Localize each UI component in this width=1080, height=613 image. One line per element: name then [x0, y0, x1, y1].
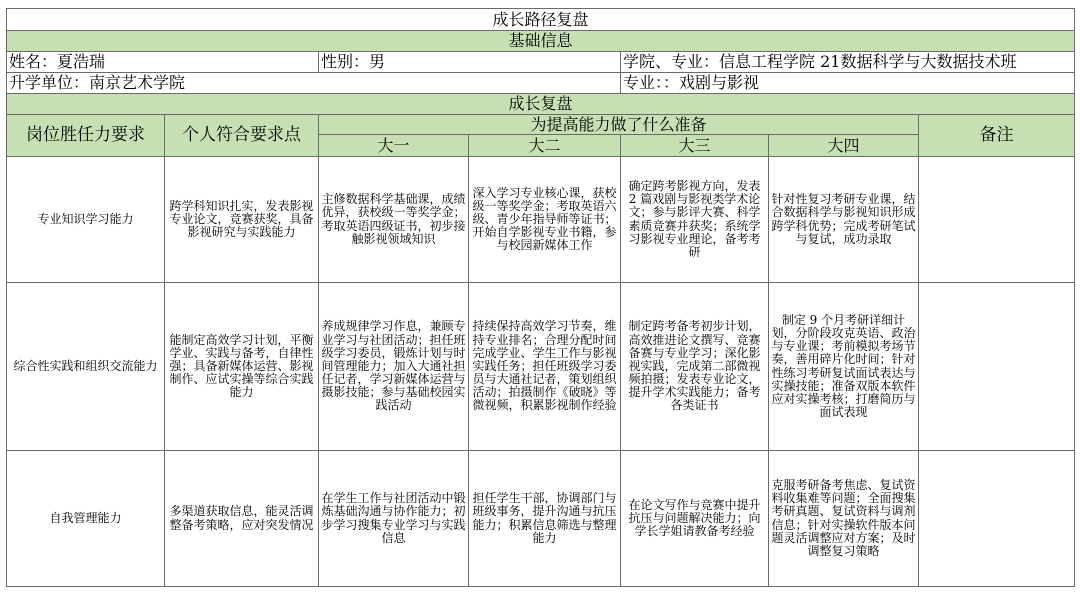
- row-year-2: 持续保持高效学习节奏，维持专业排名；合理分配时间完成学业、学生工作与影视实践任务；担任班级学习委员与大通社记者，策划组织活动；拍摄制作《破晓》等微视频，积累影视制作经验: [469, 283, 621, 451]
- row-year-3: 确定跨考影视方向，发表 2 篇戏剧与影视类学术论文；参与影评大赛、科学素质竞赛并获奖；系统学习影视专业理论，备考考研: [621, 157, 769, 283]
- row-ability: 综合性实践和组织交流能力: [7, 283, 165, 451]
- table-row: [7, 157, 1075, 283]
- row-ability: 自我管理能力: [7, 451, 165, 587]
- row-personal: 能制定高效学习计划，平衡学业、实践与备考，自律性强；具备新媒体运营、影视制作、应试实操等综合实践能力: [165, 283, 319, 451]
- header-preparation: 为提高能力做了什么准备: [319, 115, 919, 135]
- row-year-3: 制定跨考备考初步计划，高效推进论文撰写、竞赛备赛与专业学习；深化影视实践，完成第二部微视频拍摄；发表专业论文，提升学术实践能力；备考各类证书: [621, 283, 769, 451]
- target-school: 升学单位：南京艺术学院: [7, 73, 621, 94]
- header-year-3: 大三: [621, 135, 769, 157]
- row-year-4: 针对性复习考研专业课，结合数据科学与影视知识形成跨学科优势；完成考研笔试与复试，成功录取: [769, 157, 919, 283]
- row-year-2: 深入学习专业核心课，获校级一等奖学金；考取英语六级、青少年指导师等证书；开始自学影视专业书籍，参与校园新媒体工作: [469, 157, 621, 283]
- college-major: 学院、专业：信息工程学院 21数据科学与大数据技术班: [621, 52, 1075, 73]
- basic-info-section-header: 基础信息: [7, 31, 1075, 52]
- row-year-4: 制定 9 个月考研详细计划，分阶段攻克英语、政治与专业课；考前模拟考场节奏，善用碎片化时间；针对性练习考研复试面试表达与实操技能；准备双版本软件应对实操考核；打磨简历与面试表现: [769, 283, 919, 451]
- growth-review-table: [6, 8, 1075, 587]
- header-year-2: 大二: [469, 135, 621, 157]
- header-note: 备注: [919, 115, 1075, 157]
- growth-review-section-header: 成长复盘: [7, 94, 1075, 115]
- row-year-3: 在论文写作与竞赛中提升抗压与问题解决能力；向学长学姐请教备考经验: [621, 451, 769, 587]
- row-year-1: 养成规律学习作息，兼顾专业学习与社团活动；担任班级学习委员，锻炼计划与时间管理能力；加入大通社担任记者，学习新媒体运营与摄影技能；参与基础校园实践活动: [319, 283, 469, 451]
- row-note: [919, 283, 1075, 451]
- row-year-2: 担任学生干部，协调部门与班级事务，提升沟通与抗压能力；积累信息筛选与整理能力: [469, 451, 621, 587]
- table-row: [7, 451, 1075, 587]
- header-personal: 个人符合要求点: [165, 115, 319, 157]
- row-year-1: 主修数据科学基础课，成绩优异，获校级一等奖学金；考取英语四级证书，初步接触影视领域知识: [319, 157, 469, 283]
- header-ability: 岗位胜任力要求: [7, 115, 165, 157]
- header-year-4: 大四: [769, 135, 919, 157]
- target-major: 专业：：戏剧与影视: [621, 73, 1075, 94]
- row-personal: 多渠道获取信息，能灵活调整备考策略，应对突发情况: [165, 451, 319, 587]
- row-ability: 专业知识学习能力: [7, 157, 165, 283]
- student-gender: 性别：男: [319, 52, 621, 73]
- header-year-1: 大一: [319, 135, 469, 157]
- table-row: [7, 283, 1075, 451]
- row-personal: 跨学科知识扎实，发表影视专业论文，竞赛获奖，具备影视研究与实践能力: [165, 157, 319, 283]
- row-year-1: 在学生工作与社团活动中锻炼基础沟通与协作能力；初步学习搜集专业学习与实践信息: [319, 451, 469, 587]
- student-name: 姓名：夏浩瑞: [7, 52, 319, 73]
- page-title: 成长路径复盘: [7, 9, 1075, 31]
- row-note: [919, 157, 1075, 283]
- row-note: [919, 451, 1075, 587]
- row-year-4: 克服考研备考焦虑、复试资料收集难等问题；全面搜集考研真题、复试资料与调剂信息；针对实操软件版本问题灵活调整应对方案；及时调整复习策略: [769, 451, 919, 587]
